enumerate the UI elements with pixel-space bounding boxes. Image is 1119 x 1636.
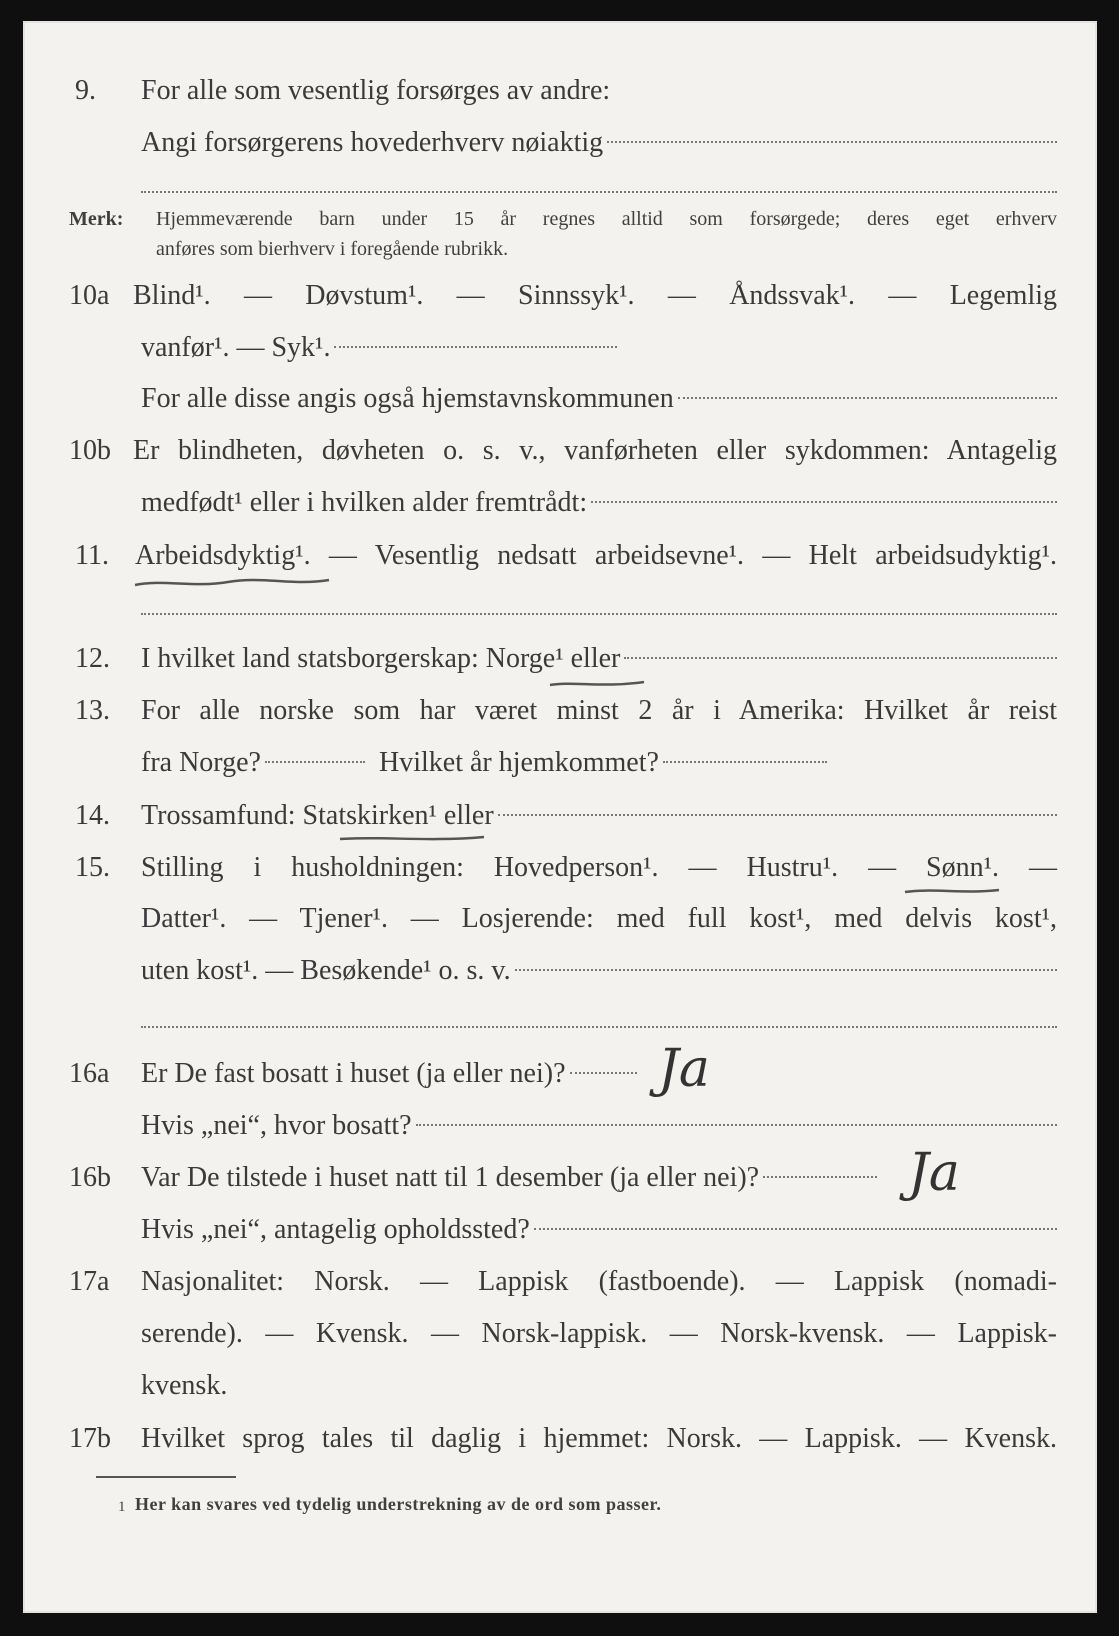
question-9 xyxy=(23,71,1057,111)
question-12 xyxy=(23,639,1057,679)
question-number: 10a xyxy=(69,280,110,311)
question-number: 13. xyxy=(75,695,110,726)
note-text-line-2: anføres som bierhverv i foregående rubrikk. xyxy=(156,238,509,260)
question-text: serende). — Kvensk. — Norsk-lappisk. — Norsk-kvensk. — Lappisk- xyxy=(141,1318,1057,1349)
question-text: For alle norske som har været minst 2 år i Amerika: Hvilket år reist xyxy=(141,695,1057,726)
question-text: Trossamfund: Statskirken¹ eller xyxy=(141,800,494,831)
question-number: 10b xyxy=(69,435,111,466)
handwritten-underline-statskirken xyxy=(338,833,488,845)
question-text: Hvilket år hjemkommet? xyxy=(378,747,659,778)
question-number: 16a xyxy=(69,1058,110,1089)
question-13 xyxy=(23,691,1057,731)
question-17b xyxy=(23,1419,1057,1459)
question-10a-line-3 xyxy=(23,379,1057,419)
question-number: 12. xyxy=(75,643,110,674)
answer-field[interactable] xyxy=(607,141,1057,143)
note-label: Merk: xyxy=(69,208,124,230)
question-text: vanfør¹. — Syk¹. xyxy=(141,332,331,363)
question-17a-line-3 xyxy=(23,1366,1057,1406)
question-13-line-2 xyxy=(23,743,1057,783)
question-17a xyxy=(23,1262,1057,1302)
question-text: Datter¹. — Tjener¹. — Losjerende: med full kost¹, med delvis kost¹, xyxy=(141,903,1057,934)
answer-field-return-year[interactable] xyxy=(663,761,827,763)
question-10b-line-2 xyxy=(23,483,1057,523)
question-10a xyxy=(23,276,1057,316)
question-16b-line-2 xyxy=(23,1210,1057,1250)
answer-field[interactable] xyxy=(498,814,1057,816)
question-15-line-3 xyxy=(23,951,1057,991)
question-number: 11. xyxy=(75,540,109,571)
answer-line[interactable] xyxy=(141,191,1057,193)
handwritten-underline-arbeidsdyktig xyxy=(133,576,333,590)
question-9-line-2 xyxy=(23,123,1057,163)
answer-field[interactable] xyxy=(570,1072,638,1074)
question-16a-line-2 xyxy=(23,1106,1057,1146)
answer-field-departure-year[interactable] xyxy=(265,761,365,763)
question-text: I hvilket land statsborgerskap: Norge¹ eller xyxy=(141,643,621,674)
question-number: 15. xyxy=(75,852,110,883)
answer-field[interactable] xyxy=(624,657,1057,659)
question-15-line-2 xyxy=(23,899,1057,939)
census-form-page xyxy=(23,21,1097,1613)
handwritten-answer-16a[interactable]: Ja xyxy=(658,1039,710,1099)
question-text: For alle disse angis også hjemstavnskommunen xyxy=(141,383,674,414)
handwritten-underline-sonn xyxy=(903,885,1003,897)
question-text: kvensk. xyxy=(141,1370,228,1401)
question-17a-line-2 xyxy=(23,1314,1057,1354)
question-10a-line-2 xyxy=(23,328,1057,368)
question-text: Er blindheten, døvheten o. s. v., vanførheten eller sykdommen: Antagelig xyxy=(133,435,1057,466)
question-text: Angi forsørgerens hovederhverv nøiaktig xyxy=(141,127,604,158)
answer-field[interactable] xyxy=(678,397,1057,399)
handwritten-answer-16b[interactable]: Ja xyxy=(908,1143,960,1203)
question-text: Arbeidsdyktig¹. — Vesentlig nedsatt arbeidsevne¹. — Helt arbeidsudyktig¹. xyxy=(135,540,1057,571)
handwritten-underline-norge xyxy=(548,678,648,690)
question-text: Er De fast bosatt i huset (ja eller nei)? xyxy=(141,1058,566,1089)
answer-field[interactable] xyxy=(591,501,1057,503)
question-text: Hvis „nei“, antagelig opholdssted? xyxy=(141,1214,530,1245)
question-text: For alle som vesentlig forsørges av andre: xyxy=(141,75,611,106)
footnote-mark: 1 xyxy=(118,1499,126,1515)
note-text-line-1: Hjemmeværende barn under 15 år regnes alltid som forsørgede; deres eget erhverv xyxy=(156,208,1057,230)
question-text: Hvis „nei“, hvor bosatt? xyxy=(141,1110,412,1141)
question-number: 9. xyxy=(75,75,96,106)
question-text: fra Norge? xyxy=(141,747,261,778)
question-15 xyxy=(23,848,1057,888)
question-text: Hvilket sprog tales til daglig i hjemmet: Norsk. — Lappisk. — Kvensk. xyxy=(141,1423,1057,1454)
footnote-rule xyxy=(96,1476,236,1478)
question-11 xyxy=(23,536,1057,576)
question-number: 16b xyxy=(69,1162,111,1193)
answer-field[interactable] xyxy=(334,346,617,348)
question-number: 17b xyxy=(69,1423,111,1454)
question-16a xyxy=(23,1054,1057,1094)
question-number: 17a xyxy=(69,1266,110,1297)
footnote-text: Her kan svares ved tydelig understrekning av de ord som passer. xyxy=(135,1494,662,1514)
question-16b xyxy=(23,1158,1057,1198)
question-text: Blind¹. — Døvstum¹. — Sinnssyk¹. — Åndssvak¹. — Legemlig xyxy=(133,280,1057,311)
question-10b xyxy=(23,431,1057,471)
answer-field[interactable] xyxy=(534,1228,1057,1230)
question-14 xyxy=(23,796,1057,836)
answer-line[interactable] xyxy=(141,1026,1057,1028)
answer-field[interactable] xyxy=(763,1176,877,1178)
question-text: Var De tilstede i huset natt til 1 desember (ja eller nei)? xyxy=(141,1162,760,1193)
answer-field[interactable] xyxy=(515,969,1057,971)
answer-line[interactable] xyxy=(141,613,1057,615)
question-text: uten kost¹. — Besøkende¹ o. s. v. xyxy=(141,955,511,986)
question-number: 14. xyxy=(75,800,110,831)
question-text: medfødt¹ eller i hvilken alder fremtrådt: xyxy=(141,487,588,518)
question-text: Stilling i husholdningen: Hovedperson¹. — Hustru¹. — Sønn¹. — xyxy=(141,852,1057,883)
question-text: Nasjonalitet: Norsk. — Lappisk (fastboende). — Lappisk (nomadi- xyxy=(141,1266,1057,1297)
answer-field[interactable] xyxy=(416,1124,1057,1126)
